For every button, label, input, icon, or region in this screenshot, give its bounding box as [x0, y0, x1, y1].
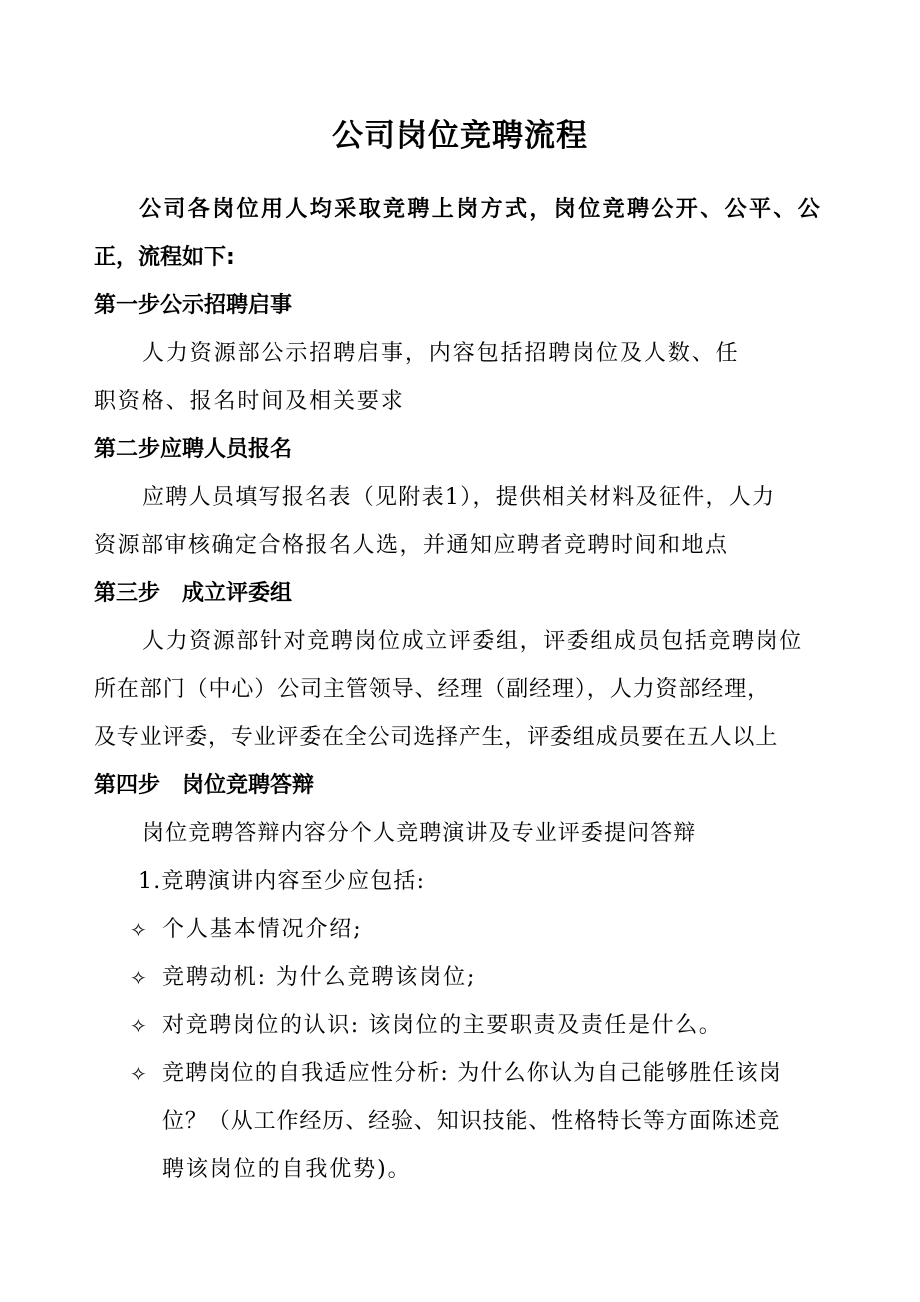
step-2-line-1: 应聘人员填写报名表（见附表1），提供相关材料及征件，人力: [142, 485, 776, 510]
bullet-3-text: 对竞聘岗位的认识: 该岗位的主要职责及责任是什么。: [162, 1013, 723, 1038]
bullet-4-line-3: 聘该岗位的自我优势)。: [162, 1157, 412, 1182]
bullet-4-line-1: 竞聘岗位的自我适应性分析: 为什么你认为自己能够胜任该岗: [162, 1061, 783, 1086]
step-2-heading: 第二步应聘人员报名: [94, 437, 293, 462]
step-1-line-1: 人力资源部公示招聘启事，内容包括招聘岗位及人数、任: [142, 341, 740, 366]
bullet-star-icon: ✧: [130, 966, 147, 990]
intro-line-1: 公司各岗位用人均采取竞聘上岗方式，岗位竞聘公开、公平、公: [139, 197, 823, 222]
bullet-star-icon: ✧: [130, 1014, 147, 1038]
step-2-line-2: 资源部审核确定合格报名人选，并通知应聘者竞聘时间和地点: [94, 533, 729, 558]
intro-line-2: 正，流程如下:: [94, 245, 235, 270]
step-3-line-2: 所在部门（中心）公司主管领导、经理（副经理），人力资部经理，: [94, 677, 771, 702]
bullet-star-icon: ✧: [130, 1062, 147, 1086]
document-title: 公司岗位竞聘流程: [332, 118, 588, 154]
step-4-heading: 第四步 岗位竞聘答辩: [94, 773, 315, 798]
bullet-star-icon: ✧: [130, 918, 147, 942]
step-3-heading: 第三步 成立评委组: [94, 581, 293, 606]
bullet-2-text: 竞聘动机: 为什么竞聘该岗位;: [162, 965, 477, 990]
step-3-line-3: 及专业评委，专业评委在全公司选择产生，评委组成员要在五人以上: [94, 725, 779, 750]
step-4-line-2: 1.竞聘演讲内容至少应包括:: [138, 869, 426, 894]
bullet-4-line-2: 位？（从工作经历、经验、知识技能、性格特长等方面陈述竞: [162, 1109, 781, 1134]
bullet-1-text: 个人基本情况介绍;: [162, 917, 363, 942]
step-1-line-2: 职资格、报名时间及相关要求: [94, 389, 405, 414]
step-1-heading: 第一步公示招聘启事: [94, 293, 293, 318]
step-4-line-1: 岗位竞聘答辩内容分个人竞聘演讲及专业评委提问答辩: [142, 821, 697, 846]
step-3-line-1: 人力资源部针对竞聘岗位成立评委组，评委组成员包括竞聘岗位: [142, 629, 803, 654]
